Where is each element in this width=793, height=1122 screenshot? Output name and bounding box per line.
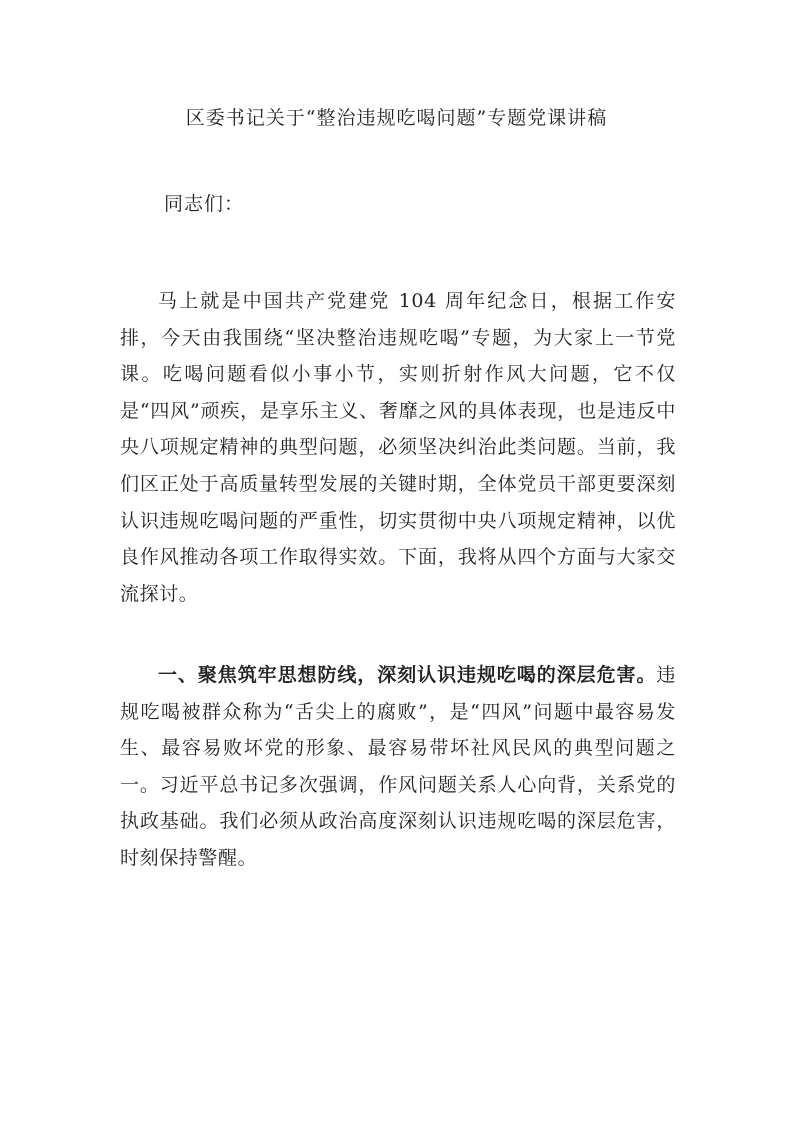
section-1-paragraph xyxy=(120,657,676,877)
intro-paragraph: 马上就是中国共产党建党 104 周年纪念日，根据工作安排，今天由我围绕“坚决整治违规吃喝”专题，为大家上一节党课。吃喝问题看似小事小节，实则折射作风大问题，它不仅是“四风”顽疾，是享乐主义、奢靡之风的具体表现，也是违反中央八项规定精神的典型问题，必须坚决纠治此类问题。当前，我们区正处于高质量转型发展的关键时期，全体党员干部更要深刻认识违规吃喝问题的严重性，切实贯彻中央八项规定精神，以优良作风推动各项工作取得实效。下面，我将从四个方面与大家交流探讨。 xyxy=(120,290,676,605)
section-1-heading: 一、聚焦筑牢思想防线，深刻认识违规吃喝的深层危害。 xyxy=(158,664,657,686)
document-title: 区委书记关于“整治违规吃喝问题”专题党课讲稿 xyxy=(185,107,608,129)
section-1-body: 违规吃喝被群众称为“舌尖上的腐败”，是“四风”问题中最容易发生、最容易败坏党的形象、最容易带坏社风民风的典型问题之一。习近平总书记多次强调，作风问题关系人心向背，关系党的执政基础。我们必须从政治高度深刻认识违规吃喝的深层危害，时刻保持警醒。 xyxy=(120,664,676,869)
salutation: 同志们： xyxy=(164,193,245,215)
